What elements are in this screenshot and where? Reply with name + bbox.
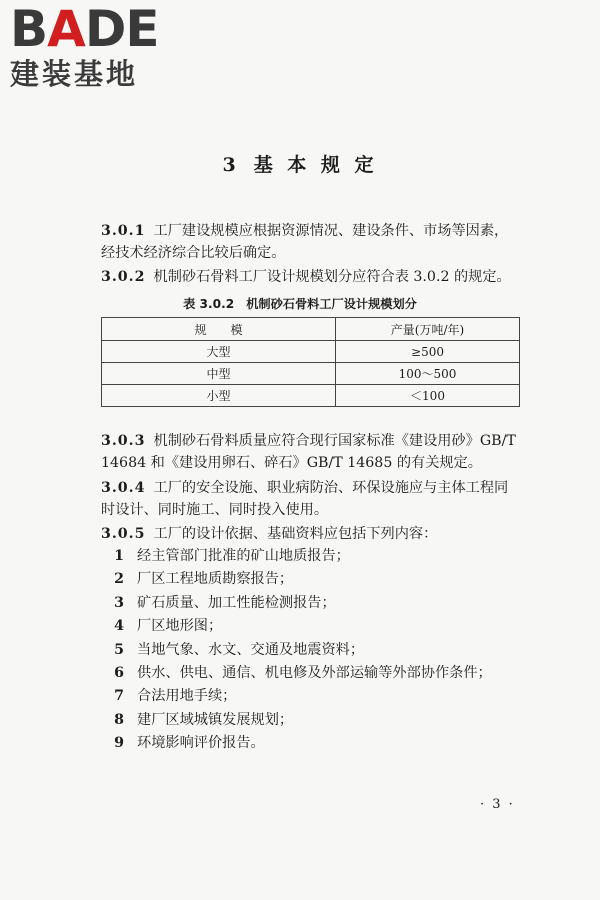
chapter-title: 基 本 规 定 [253,154,378,176]
table-cell: ≥500 [336,341,520,363]
list-item-number: 2 [114,571,124,588]
list-item-number: 5 [114,641,124,658]
clause-text: 工厂的设计依据、基础资料应包括下列内容： [153,526,438,542]
table-number: 表 3.0.2 [183,297,235,311]
list-item-number: 7 [114,688,124,705]
table-header: 产量(万吨/年) [336,318,520,341]
list-item-text: 合法用地手续； [137,688,237,705]
list-item [101,639,521,662]
list-item-text: 厂区工程地质勘察报告； [137,571,294,588]
list-item-text: 矿石质量、加工性能检测报告； [137,594,336,611]
clause-3-0-3 [101,430,521,474]
list-item [101,592,521,615]
list-item-text: 厂区地形图； [137,618,223,635]
table-row [102,385,520,407]
clause-3-0-2 [101,266,521,288]
list-item-text: 当地气象、水文、交通及地震资料； [137,641,365,658]
clause-number: 3.0.2 [101,269,146,285]
list-item-text: 供水、供电、通信、机电修及外部运输等外部协作条件； [137,664,492,681]
logo-wordmark: BADE [10,0,159,58]
chapter-number: 3 [222,154,240,176]
table-row [102,363,520,385]
list-item-number: 6 [114,664,124,681]
clause-number: 3.0.4 [101,480,146,496]
table-cell: 小型 [102,385,336,407]
list-item-text: 环境影响评价报告。 [137,735,265,752]
logo-subtitle: 建装基地 [10,57,139,91]
clause-3-0-1 [101,220,521,264]
basis-list [101,545,521,756]
clause-number: 3.0.5 [101,526,146,542]
table-cell: 大型 [102,341,336,363]
clause-text: 机制砂石骨料质量应符合现行国家标准《建设用砂》GB/T 14684 和《建设用卵石、碎石》GB/T 14685 的有关规定。 [101,433,516,471]
table-cell: ＜100 [336,385,520,407]
list-item [101,568,521,591]
table-cell: 100～500 [336,363,520,385]
list-item [101,662,521,685]
table-row [102,341,520,363]
table-cell: 中型 [102,363,336,385]
chapter-heading [0,150,600,177]
table-header: 规模 [102,318,336,341]
clause-3-0-4 [101,477,521,521]
clause-number: 3.0.3 [101,433,146,449]
table-header-row [102,318,520,341]
list-item [101,685,521,708]
list-item-number: 9 [114,735,124,752]
list-item-text: 建厂区域城镇发展规划； [137,711,294,728]
list-item [101,615,521,638]
list-item-number: 1 [114,548,124,564]
table-title: 机制砂石骨料工厂设计规模划分 [246,297,417,311]
clause-text: 机制砂石骨料工厂设计规模划分应符合表 3.0.2 的规定。 [153,269,511,285]
list-item [101,709,521,732]
clause-3-0-5 [101,523,521,545]
page-number: · 3 · [480,797,515,812]
list-item-number: 4 [114,618,124,635]
clause-number: 3.0.1 [101,223,146,239]
table-caption [0,295,600,312]
list-item [101,732,521,755]
clause-text: 工厂建设规模应根据资源情况、建设条件、市场等因素，经技术经济综合比较后确定。 [101,223,509,261]
scale-table [101,317,520,407]
clause-text: 工厂的安全设施、职业病防治、环保设施应与主体工程同时设计、同时施工、同时投入使用。 [101,480,509,518]
brand-logo [10,0,175,92]
list-item-number: 3 [114,594,124,611]
list-item [101,545,521,568]
list-item-text: 经主管部门批准的矿山地质报告； [137,548,350,564]
list-item-number: 8 [114,711,124,728]
